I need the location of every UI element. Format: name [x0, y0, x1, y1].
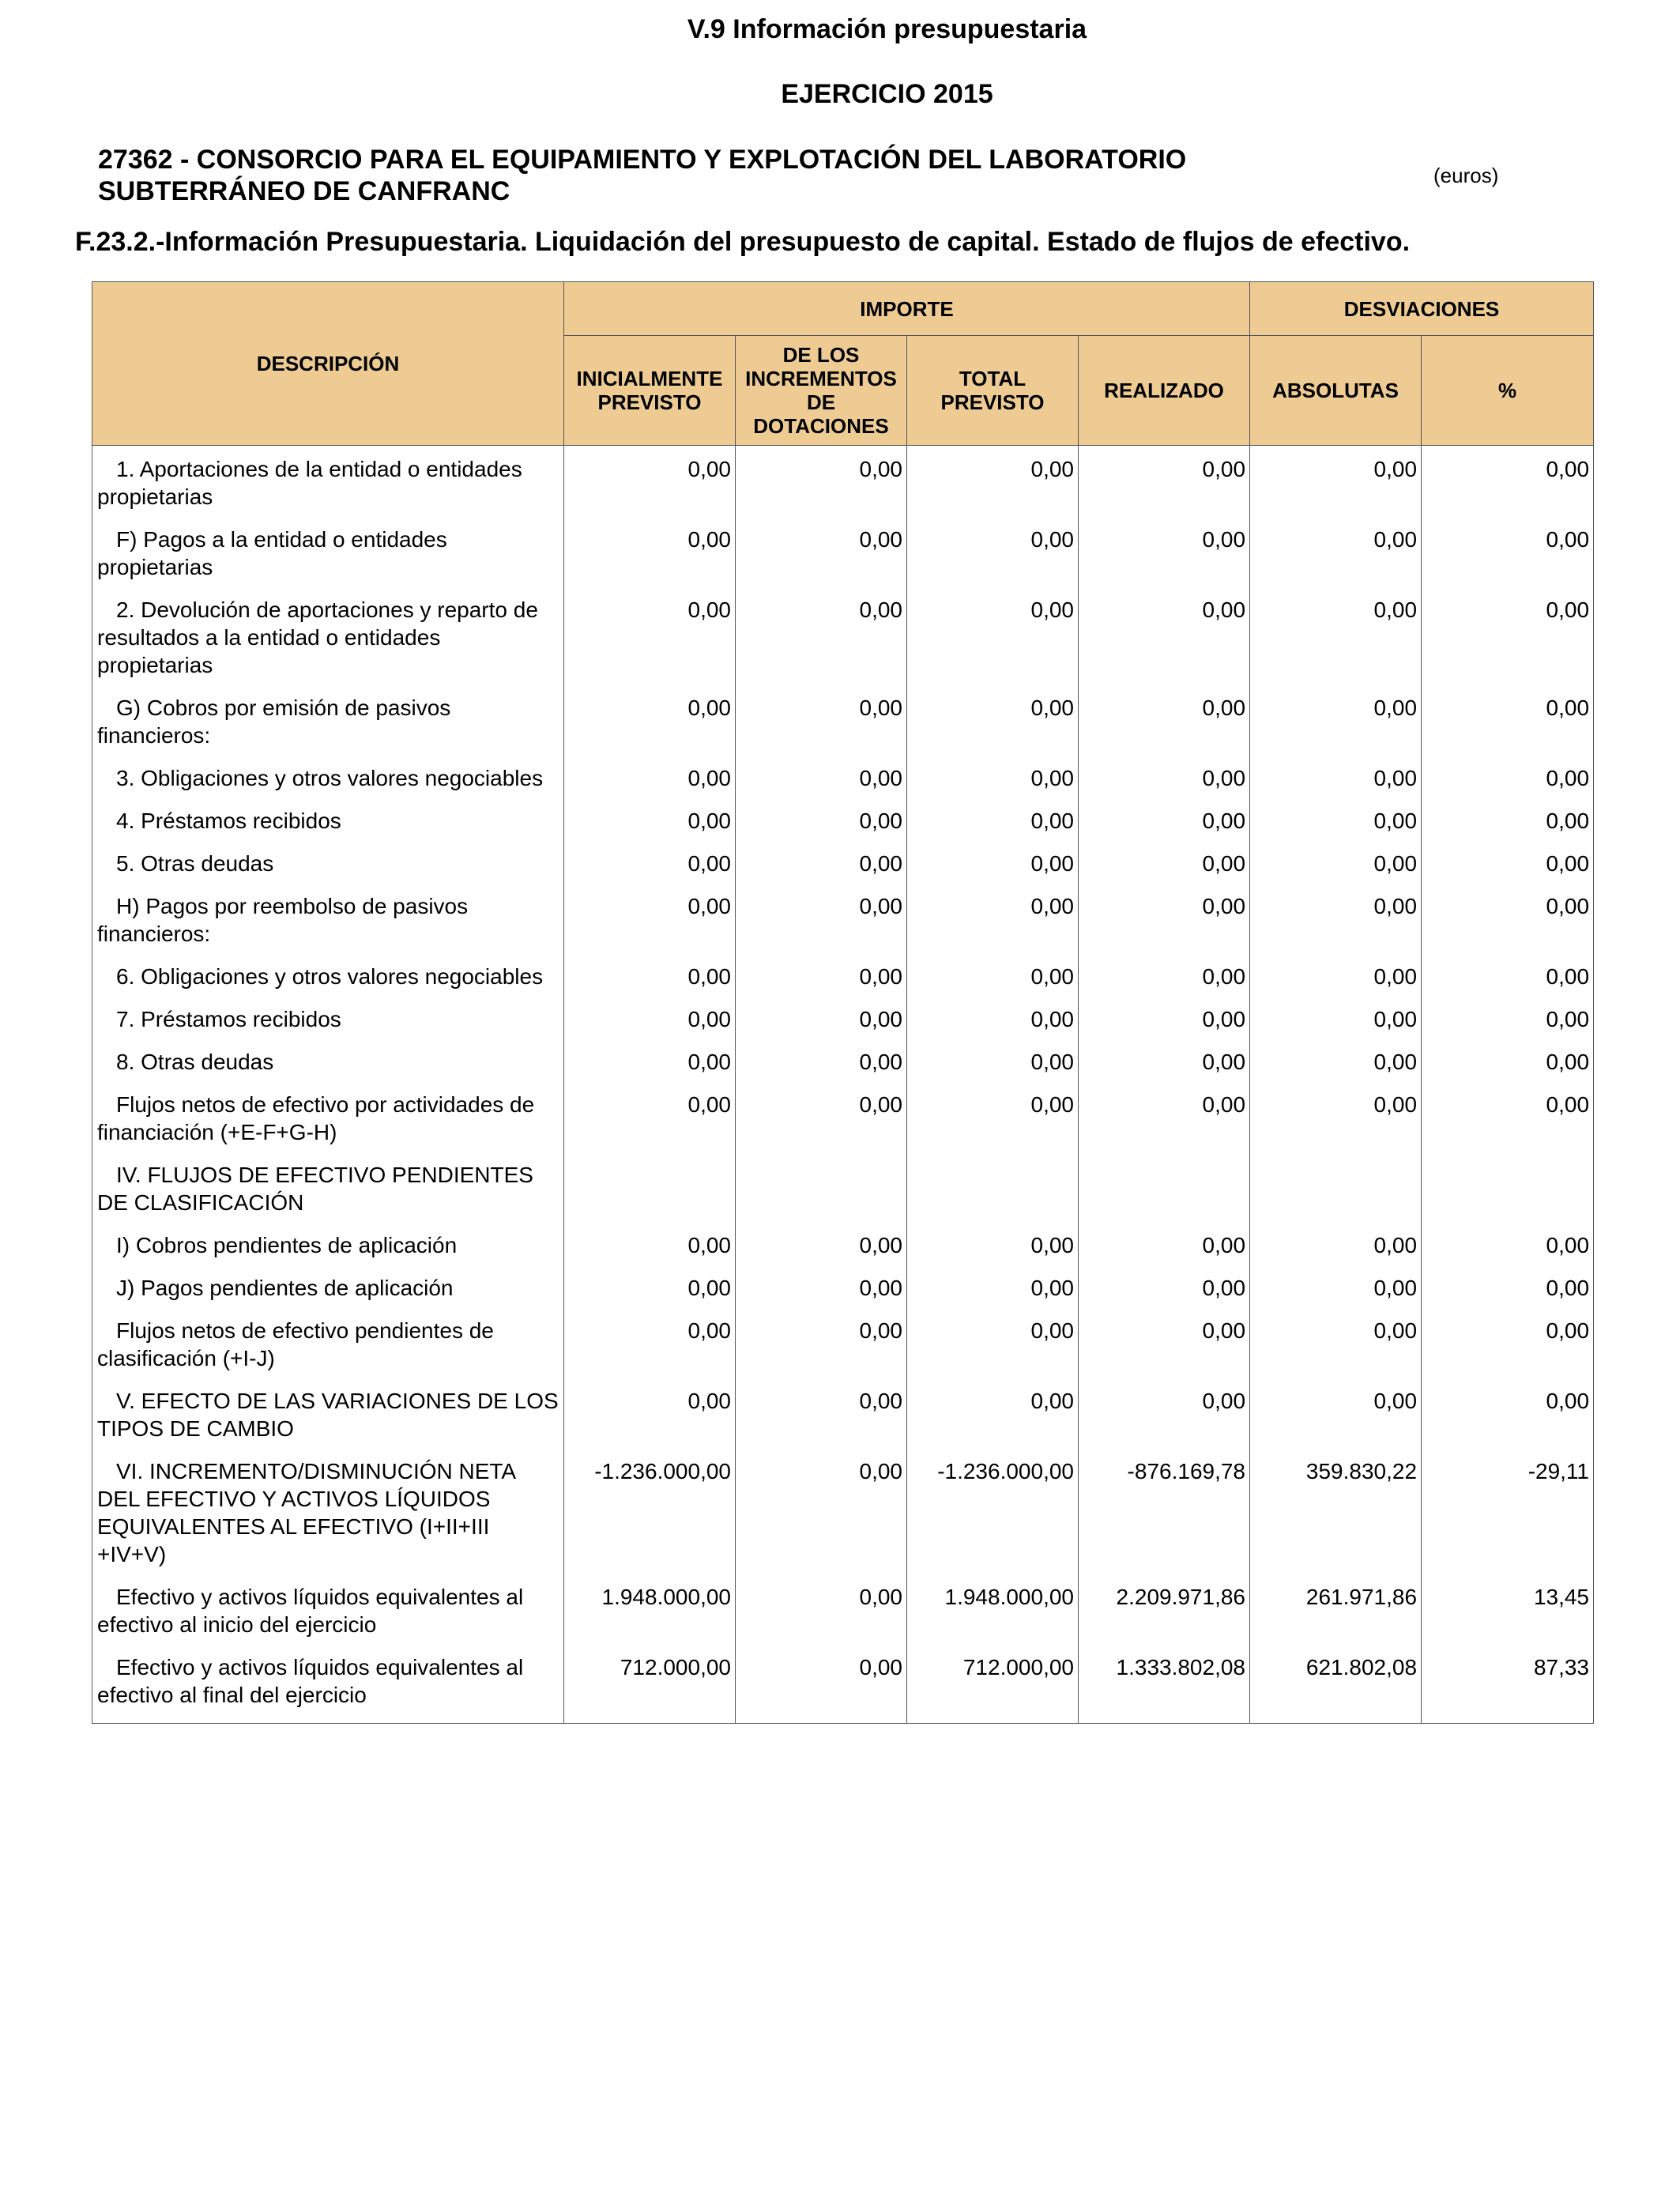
- header-absolutas: ABSOLUTAS: [1250, 336, 1422, 446]
- table-row: [92, 1307, 1594, 1378]
- cell-absolutas: 0,00: [1250, 1307, 1422, 1378]
- table-body: [92, 446, 1594, 1724]
- cell-percent: 0,00: [1422, 1378, 1594, 1448]
- cell-realizado: 0,00: [1079, 1265, 1250, 1307]
- cell-incrementos-dotaciones: 0,00: [736, 1448, 907, 1574]
- cell-realizado: 0,00: [1079, 684, 1250, 755]
- cell-incrementos-dotaciones: 0,00: [736, 840, 907, 883]
- cell-absolutas: 359.830,22: [1250, 1448, 1422, 1574]
- table-row: [92, 516, 1594, 586]
- row-description: VI. INCREMENTO/DISMINUCIÓN NETA DEL EFECTIVO Y ACTIVOS LÍQUIDOS EQUIVALENTES AL EFECTIVO (I+II+III +IV+V): [92, 1448, 564, 1574]
- cell-realizado: 1.333.802,08: [1079, 1644, 1250, 1724]
- cell-percent: -29,11: [1422, 1448, 1594, 1574]
- cell-percent: 87,33: [1422, 1644, 1594, 1724]
- table-row: [92, 1222, 1594, 1265]
- cell-total-previsto: 0,00: [907, 1378, 1079, 1448]
- cell-realizado: 0,00: [1079, 755, 1250, 797]
- cell-incrementos-dotaciones: 0,00: [736, 1307, 907, 1378]
- cell-percent: 0,00: [1422, 840, 1594, 883]
- cell-incrementos-dotaciones: 0,00: [736, 1222, 907, 1265]
- cell-realizado: 0,00: [1079, 1378, 1250, 1448]
- report-title: F.23.2.-Información Presupuestaria. Liquidación del presupuesto de capital. Estado de flujos de efectivo.: [75, 227, 1411, 257]
- cell-absolutas: 0,00: [1250, 1081, 1422, 1152]
- cell-percent: 0,00: [1422, 996, 1594, 1039]
- cell-realizado: 0,00: [1079, 797, 1250, 840]
- cell-inicialmente-previsto: 1.948.000,00: [564, 1574, 736, 1644]
- cell-percent: 0,00: [1422, 953, 1594, 996]
- cell-percent: 0,00: [1422, 516, 1594, 586]
- cell-incrementos-dotaciones: 0,00: [736, 1574, 907, 1644]
- cell-total-previsto: 0,00: [907, 840, 1079, 883]
- cell-incrementos-dotaciones: 0,00: [736, 755, 907, 797]
- cell-absolutas: 0,00: [1250, 516, 1422, 586]
- cell-total-previsto: 0,00: [907, 953, 1079, 996]
- section-title: V.9 Información presupuestaria: [687, 14, 1087, 44]
- cell-realizado: -876.169,78: [1079, 1448, 1250, 1574]
- cell-realizado: [1079, 1152, 1250, 1222]
- cell-total-previsto: 0,00: [907, 1081, 1079, 1152]
- cell-realizado: 0,00: [1079, 516, 1250, 586]
- cell-absolutas: 0,00: [1250, 883, 1422, 953]
- cell-absolutas: 261.971,86: [1250, 1574, 1422, 1644]
- cell-inicialmente-previsto: -1.236.000,00: [564, 1448, 736, 1574]
- table-row: [92, 883, 1594, 953]
- header-incrementos-dotaciones: DE LOS INCREMENTOS DE DOTACIONES: [736, 336, 907, 446]
- cell-percent: 0,00: [1422, 797, 1594, 840]
- cell-realizado: 0,00: [1079, 446, 1250, 517]
- cell-realizado: 0,00: [1079, 996, 1250, 1039]
- row-description: I) Cobros pendientes de aplicación: [92, 1222, 564, 1265]
- table-row: [92, 1265, 1594, 1307]
- cell-incrementos-dotaciones: 0,00: [736, 883, 907, 953]
- row-description: H) Pagos por reembolso de pasivos financieros:: [92, 883, 564, 953]
- cell-inicialmente-previsto: 0,00: [564, 883, 736, 953]
- table-row: [92, 840, 1594, 883]
- cell-inicialmente-previsto: [564, 1152, 736, 1222]
- cell-inicialmente-previsto: 0,00: [564, 996, 736, 1039]
- row-description: Efectivo y activos líquidos equivalentes al efectivo al inicio del ejercicio: [92, 1574, 564, 1644]
- table-row: [92, 996, 1594, 1039]
- cell-total-previsto: -1.236.000,00: [907, 1448, 1079, 1574]
- cell-percent: 0,00: [1422, 1081, 1594, 1152]
- table-header: [92, 282, 1594, 446]
- table-row: [92, 1081, 1594, 1152]
- cell-percent: 0,00: [1422, 1222, 1594, 1265]
- table-row: [92, 586, 1594, 684]
- cell-inicialmente-previsto: 0,00: [564, 1378, 736, 1448]
- cell-realizado: 0,00: [1079, 1081, 1250, 1152]
- cell-inicialmente-previsto: 0,00: [564, 755, 736, 797]
- header-descripcion: DESCRIPCIÓN: [92, 282, 564, 446]
- cell-absolutas: [1250, 1152, 1422, 1222]
- cell-total-previsto: 0,00: [907, 1307, 1079, 1378]
- table-row: [92, 755, 1594, 797]
- cell-incrementos-dotaciones: 0,00: [736, 996, 907, 1039]
- table-row: [92, 684, 1594, 755]
- cell-absolutas: 0,00: [1250, 840, 1422, 883]
- row-description: 4. Préstamos recibidos: [92, 797, 564, 840]
- row-description: 1. Aportaciones de la entidad o entidades propietarias: [92, 446, 564, 517]
- cell-inicialmente-previsto: 0,00: [564, 586, 736, 684]
- cell-absolutas: 0,00: [1250, 586, 1422, 684]
- cell-inicialmente-previsto: 0,00: [564, 516, 736, 586]
- cell-absolutas: 0,00: [1250, 1039, 1422, 1081]
- cell-absolutas: 0,00: [1250, 755, 1422, 797]
- cell-realizado: 0,00: [1079, 840, 1250, 883]
- row-description: J) Pagos pendientes de aplicación: [92, 1265, 564, 1307]
- cell-percent: 0,00: [1422, 1039, 1594, 1081]
- cell-total-previsto: 0,00: [907, 586, 1079, 684]
- table-row: [92, 1039, 1594, 1081]
- cell-total-previsto: 712.000,00: [907, 1644, 1079, 1724]
- cell-total-previsto: [907, 1152, 1079, 1222]
- table-row: [92, 1574, 1594, 1644]
- table-row: [92, 1644, 1594, 1724]
- cell-absolutas: 0,00: [1250, 684, 1422, 755]
- cash-flow-table: [92, 281, 1594, 1724]
- cell-incrementos-dotaciones: 0,00: [736, 1378, 907, 1448]
- table-row: [92, 1378, 1594, 1448]
- cell-inicialmente-previsto: 0,00: [564, 1081, 736, 1152]
- cell-total-previsto: 0,00: [907, 684, 1079, 755]
- row-description: IV. FLUJOS DE EFECTIVO PENDIENTES DE CLASIFICACIÓN: [92, 1152, 564, 1222]
- cell-incrementos-dotaciones: 0,00: [736, 1265, 907, 1307]
- row-description: Flujos netos de efectivo pendientes de clasificación (+I-J): [92, 1307, 564, 1378]
- cell-total-previsto: 0,00: [907, 1222, 1079, 1265]
- cell-percent: [1422, 1152, 1594, 1222]
- cell-inicialmente-previsto: 0,00: [564, 1039, 736, 1081]
- header-total-previsto: TOTAL PREVISTO: [907, 336, 1079, 446]
- cell-absolutas: 0,00: [1250, 953, 1422, 996]
- cell-inicialmente-previsto: 0,00: [564, 797, 736, 840]
- cell-absolutas: 621.802,08: [1250, 1644, 1422, 1724]
- table-row: [92, 446, 1594, 517]
- cell-percent: 13,45: [1422, 1574, 1594, 1644]
- cell-realizado: 0,00: [1079, 883, 1250, 953]
- row-description: F) Pagos a la entidad o entidades propietarias: [92, 516, 564, 586]
- header-importe: IMPORTE: [564, 282, 1250, 336]
- table-row: [92, 797, 1594, 840]
- cell-incrementos-dotaciones: 0,00: [736, 1644, 907, 1724]
- cell-absolutas: 0,00: [1250, 1265, 1422, 1307]
- row-description: 2. Devolución de aportaciones y reparto de resultados a la entidad o entidades propietarias: [92, 586, 564, 684]
- cell-absolutas: 0,00: [1250, 996, 1422, 1039]
- cell-realizado: 0,00: [1079, 1222, 1250, 1265]
- cell-percent: 0,00: [1422, 446, 1594, 517]
- cell-inicialmente-previsto: 0,00: [564, 1265, 736, 1307]
- cell-inicialmente-previsto: 0,00: [564, 446, 736, 517]
- cell-inicialmente-previsto: 0,00: [564, 1307, 736, 1378]
- cell-incrementos-dotaciones: 0,00: [736, 684, 907, 755]
- cell-total-previsto: 0,00: [907, 996, 1079, 1039]
- cell-absolutas: 0,00: [1250, 1378, 1422, 1448]
- entity-name: 27362 - CONSORCIO PARA EL EQUIPAMIENTO Y EXPLOTACIÓN DEL LABORATORIO SUBTERRÁNEO DE CANFRANC: [98, 145, 1187, 206]
- cell-total-previsto: 0,00: [907, 797, 1079, 840]
- cell-absolutas: 0,00: [1250, 797, 1422, 840]
- cell-realizado: 0,00: [1079, 953, 1250, 996]
- cell-incrementos-dotaciones: 0,00: [736, 1039, 907, 1081]
- table-row: [92, 953, 1594, 996]
- cell-incrementos-dotaciones: 0,00: [736, 516, 907, 586]
- row-description: Efectivo y activos líquidos equivalentes al efectivo al final del ejercicio: [92, 1644, 564, 1724]
- cell-realizado: 0,00: [1079, 586, 1250, 684]
- cell-percent: 0,00: [1422, 1307, 1594, 1378]
- cell-total-previsto: 0,00: [907, 755, 1079, 797]
- cell-total-previsto: 0,00: [907, 446, 1079, 517]
- row-description: 6. Obligaciones y otros valores negociables: [92, 953, 564, 996]
- cell-total-previsto: 0,00: [907, 516, 1079, 586]
- cell-incrementos-dotaciones: 0,00: [736, 953, 907, 996]
- cell-absolutas: 0,00: [1250, 1222, 1422, 1265]
- cell-percent: 0,00: [1422, 883, 1594, 953]
- cell-incrementos-dotaciones: [736, 1152, 907, 1222]
- cell-realizado: 0,00: [1079, 1039, 1250, 1081]
- cell-inicialmente-previsto: 712.000,00: [564, 1644, 736, 1724]
- cell-realizado: 2.209.971,86: [1079, 1574, 1250, 1644]
- cell-incrementos-dotaciones: 0,00: [736, 797, 907, 840]
- row-description: 7. Préstamos recibidos: [92, 996, 564, 1039]
- row-description: V. EFECTO DE LAS VARIACIONES DE LOS TIPOS DE CAMBIO: [92, 1378, 564, 1448]
- cell-inicialmente-previsto: 0,00: [564, 1222, 736, 1265]
- row-description: 3. Obligaciones y otros valores negociables: [92, 755, 564, 797]
- row-description: 5. Otras deudas: [92, 840, 564, 883]
- cell-absolutas: 0,00: [1250, 446, 1422, 517]
- cell-incrementos-dotaciones: 0,00: [736, 586, 907, 684]
- cell-total-previsto: 1.948.000,00: [907, 1574, 1079, 1644]
- cell-percent: 0,00: [1422, 684, 1594, 755]
- fiscal-year-title: EJERCICIO 2015: [781, 79, 993, 109]
- cell-incrementos-dotaciones: 0,00: [736, 446, 907, 517]
- cell-inicialmente-previsto: 0,00: [564, 840, 736, 883]
- header-percent: %: [1422, 336, 1594, 446]
- cell-total-previsto: 0,00: [907, 1265, 1079, 1307]
- header-inicialmente-previsto: INICIALMENTE PREVISTO: [564, 336, 736, 446]
- cell-incrementos-dotaciones: 0,00: [736, 1081, 907, 1152]
- cell-realizado: 0,00: [1079, 1307, 1250, 1378]
- cell-total-previsto: 0,00: [907, 1039, 1079, 1081]
- row-description: 8. Otras deudas: [92, 1039, 564, 1081]
- cell-total-previsto: 0,00: [907, 883, 1079, 953]
- currency-unit: (euros): [1433, 164, 1499, 187]
- header-desviaciones: DESVIACIONES: [1250, 282, 1594, 336]
- cell-inicialmente-previsto: 0,00: [564, 953, 736, 996]
- table-row: [92, 1448, 1594, 1574]
- cell-percent: 0,00: [1422, 755, 1594, 797]
- header-realizado: REALIZADO: [1079, 336, 1250, 446]
- cell-inicialmente-previsto: 0,00: [564, 684, 736, 755]
- table-row: [92, 1152, 1594, 1222]
- row-description: G) Cobros por emisión de pasivos financieros:: [92, 684, 564, 755]
- cell-percent: 0,00: [1422, 586, 1594, 684]
- cell-percent: 0,00: [1422, 1265, 1594, 1307]
- row-description: Flujos netos de efectivo por actividades de financiación (+E-F+G-H): [92, 1081, 564, 1152]
